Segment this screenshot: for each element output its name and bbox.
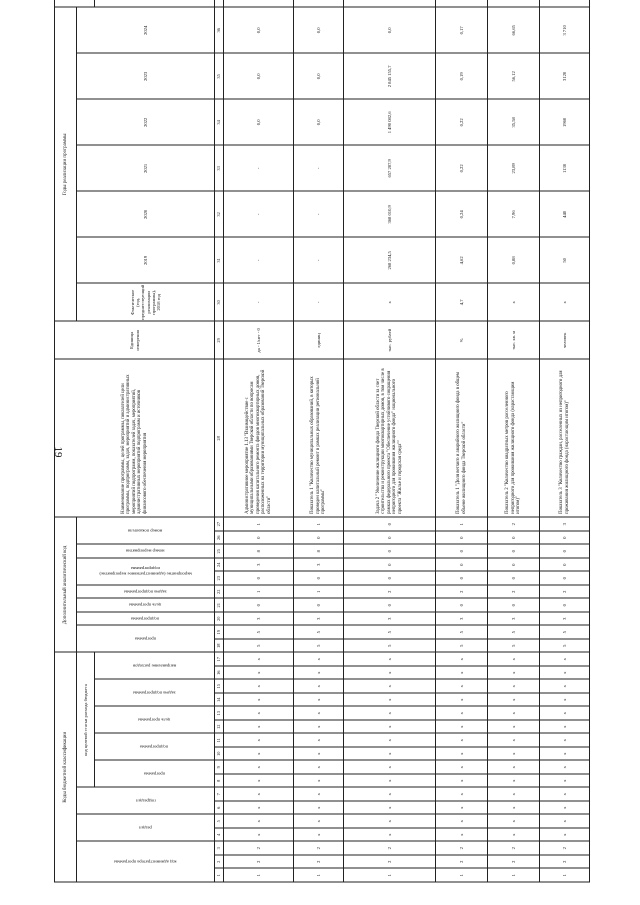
code-cell: 8 <box>224 545 294 559</box>
code-cell: 2 <box>488 517 540 531</box>
code-cell: x <box>294 734 344 748</box>
code-cell: 0 <box>540 531 590 545</box>
code-cell: 0 <box>436 599 488 613</box>
napravlenie-header: направление расходов <box>132 663 177 669</box>
code-cell: x <box>488 815 540 829</box>
row-unit: человек <box>540 321 590 359</box>
value-cell: - <box>294 191 344 237</box>
value-cell: 0,88 <box>488 237 540 283</box>
code-cell: x <box>488 801 540 815</box>
value-cell: 0,0 <box>224 99 294 145</box>
value-cell: x <box>344 283 436 321</box>
code-cell: x <box>540 720 590 734</box>
cel-podprog-header: цель программы <box>138 717 171 723</box>
row-name: Административное мероприятие 1.13 "Взаимодействие с муниципальными образованиями Тверской области по вопросам проведения капитального ремонта фондов многоквартирных домов, расположенных на территории муниципальных образований Тверской области" <box>224 359 294 517</box>
year-2019: 2019 <box>77 237 215 283</box>
code-cell: x <box>540 680 590 694</box>
codes-title: Коды бюджетной классификации <box>55 653 77 883</box>
code-cell: 2 <box>344 585 436 599</box>
column-number: 3 <box>215 842 224 856</box>
year-2023: 2023 <box>77 53 215 99</box>
code-cell: x <box>224 788 294 802</box>
code-cell: 1 <box>224 585 294 599</box>
razdel-header: раздел <box>139 825 152 831</box>
value-cell: 35,58 <box>488 99 540 145</box>
zadacha-podprog-header: задача подпрограммы <box>133 690 176 696</box>
code-cell: x <box>344 707 436 721</box>
code-cell: 1 <box>488 869 540 883</box>
code-cell: x <box>436 747 488 761</box>
column-number: 24 <box>215 558 224 572</box>
year-2020: 2020 <box>77 191 215 237</box>
code-cell: x <box>488 828 540 842</box>
column-number: 17 <box>215 653 224 667</box>
code-cell: x <box>224 774 294 788</box>
code-cell: 0 <box>294 531 344 545</box>
code-cell: 1 <box>294 869 344 883</box>
column-number: 7 <box>215 788 224 802</box>
code-cell: x <box>436 693 488 707</box>
dop-col-programma: программа <box>134 636 157 642</box>
code-cell: x <box>224 815 294 829</box>
code-cell: x <box>344 666 436 680</box>
value-cell <box>344 0 436 7</box>
value-cell: 0,24 <box>436 191 488 237</box>
code-cell: x <box>344 828 436 842</box>
column-number: 31 <box>215 237 224 283</box>
code-cell: x <box>344 680 436 694</box>
code-cell: 0 <box>294 599 344 613</box>
code-cell: x <box>488 774 540 788</box>
year-2024: 2024 <box>77 7 215 53</box>
column-number: 20 <box>215 612 224 626</box>
code-cell: x <box>488 680 540 694</box>
code-cell: 5 <box>224 639 294 653</box>
code-cell: 0 <box>488 545 540 559</box>
row-unit: да - 1/нет - 0 <box>224 321 294 359</box>
code-cell: x <box>294 801 344 815</box>
code-cell: x <box>540 693 590 707</box>
programma-header: программа <box>143 771 166 777</box>
code-cell: x <box>344 693 436 707</box>
value-cell: - <box>224 283 294 321</box>
code-cell: 5 <box>344 626 436 640</box>
row-unit: тыс. кв. м <box>488 321 540 359</box>
value-cell: 66,65 <box>488 7 540 53</box>
code-cell: x <box>436 801 488 815</box>
code-cell: 1 <box>224 869 294 883</box>
code-cell: x <box>436 734 488 748</box>
code-cell: x <box>294 788 344 802</box>
code-cell: 1 <box>224 517 294 531</box>
code-cell: x <box>294 761 344 775</box>
code-cell: x <box>294 747 344 761</box>
code-cell: 1 <box>294 517 344 531</box>
row-name: Показатель 1 "Доля ветхого и аварийного жилищного фонда в общем объеме жилищного фонда Тверской области" <box>436 359 488 517</box>
code-cell: 0 <box>224 599 294 613</box>
column-number: 30 <box>215 283 224 321</box>
column-number: 25 <box>215 545 224 559</box>
code-cell: 5 <box>488 639 540 653</box>
code-cell: 2 <box>488 585 540 599</box>
code-cell: x <box>488 734 540 748</box>
table-row <box>540 0 590 882</box>
code-cell: x <box>294 680 344 694</box>
column-number: 13 <box>215 707 224 721</box>
column-number: 1 <box>215 869 224 883</box>
code-cell: 0 <box>224 572 294 586</box>
fact-header: Фактическое (год, предшествующий реализации программы), 2018 год <box>77 283 215 321</box>
code-cell: x <box>224 666 294 680</box>
code-cell: x <box>540 734 590 748</box>
row-name: Показатель 2 "Количество квадратных метров расселенного непригодного для проживания жилищного фонда (нарастающим итогом)" <box>488 359 540 517</box>
dop-col-cel: цель программы <box>129 602 162 608</box>
value-cell: 0,19 <box>436 53 488 99</box>
dop-col-meropriyatie: мероприятие (административное мероприятие) подпрограммы <box>99 566 192 577</box>
column-number: 29 <box>215 321 224 359</box>
column-number: 35 <box>215 53 224 99</box>
code-cell: x <box>344 774 436 788</box>
name-column-header: Наименование программы, целей программы, показателей цели программы, подпрограмм, задач, мероприятий и административных мероприятий подпрограмм, показателей задач, мероприятий, административных мероприятий подпрограмм и источников финансового обеспечения мероприятия <box>55 359 215 517</box>
dop-col-podprogramma: подпрограмма <box>131 616 160 622</box>
admin-code-header: код администратора программы <box>114 859 177 865</box>
code-cell: 0 <box>540 599 590 613</box>
value-cell: x <box>488 283 540 321</box>
code-cell: x <box>540 761 590 775</box>
value-cell: 1 490 082,6 <box>344 99 436 145</box>
code-cell: x <box>488 720 540 734</box>
code-cell: 2 <box>294 842 344 856</box>
podrazdel-header: подраздел <box>135 798 156 804</box>
value-cell: - <box>224 191 294 237</box>
code-cell: 5 <box>224 626 294 640</box>
column-number: 34 <box>215 99 224 145</box>
dop-col-zadacha: задача подпрограммы <box>124 589 167 595</box>
value-cell: 0,0 <box>224 53 294 99</box>
value-cell: 1960 <box>540 99 590 145</box>
code-cell: x <box>294 707 344 721</box>
code-cell: 3 <box>294 612 344 626</box>
code-cell: 2 <box>344 855 436 869</box>
code-cell: 3 <box>344 612 436 626</box>
code-cell: 1 <box>294 585 344 599</box>
code-cell: 5 <box>344 639 436 653</box>
value-cell: - <box>224 145 294 191</box>
row-name: Показатель 3 "Количество граждан, расселенных из непригодного для проживания жилищного фонда (нарастающим итогом)" <box>540 359 590 517</box>
code-cell: x <box>344 747 436 761</box>
value-cell: 3120 <box>540 53 590 99</box>
value-cell: 0,0 <box>294 99 344 145</box>
column-number: 2 <box>215 855 224 869</box>
row-unit: единиц <box>294 321 344 359</box>
column-number: 23 <box>215 572 224 586</box>
column-number: 22 <box>215 585 224 599</box>
value-cell: 23,89 <box>488 145 540 191</box>
value-cell <box>436 0 488 7</box>
code-cell: 5 <box>540 626 590 640</box>
value-cell: 268 234,5 <box>344 237 436 283</box>
column-number: 27 <box>215 517 224 531</box>
code-cell: 2 <box>540 855 590 869</box>
code-cell: 0 <box>344 531 436 545</box>
target-value-header <box>95 0 215 7</box>
table-row <box>294 0 344 882</box>
target-title <box>55 0 95 7</box>
value-cell <box>540 0 590 7</box>
column-number: 21 <box>215 599 224 613</box>
code-cell: 0 <box>540 545 590 559</box>
column-number: 26 <box>215 531 224 545</box>
code-cell: x <box>224 707 294 721</box>
value-cell: 1130 <box>540 145 590 191</box>
value-cell: 56,12 <box>488 53 540 99</box>
code-cell: x <box>488 653 540 667</box>
code-cell: 0 <box>436 545 488 559</box>
column-number: 11 <box>215 734 224 748</box>
column-number: 12 <box>215 720 224 734</box>
value-cell: - <box>294 283 344 321</box>
value-cell: x <box>540 283 590 321</box>
rotated-table-wrapper <box>54 25 586 883</box>
code-cell: 5 <box>294 626 344 640</box>
value-cell <box>294 0 344 7</box>
code-cell: x <box>540 653 590 667</box>
column-number: 16 <box>215 666 224 680</box>
column-number: 33 <box>215 145 224 191</box>
column-number: 18 <box>215 639 224 653</box>
value-cell: 0,22 <box>436 99 488 145</box>
value-cell: 50 <box>540 237 590 283</box>
program-table <box>54 0 590 883</box>
code-cell: 0 <box>436 572 488 586</box>
code-cell: 3 <box>540 517 590 531</box>
code-cell: x <box>344 815 436 829</box>
code-cell: x <box>294 653 344 667</box>
value-cell: 440 <box>540 191 590 237</box>
row-name: Задача 2 "Увеличение жилищного фонда Тверской области за счет строительства и реконструкции многоквартирных домов, в том числе в рамках федерального проекта "Обеспечение устойчивого сокращения непригодного для проживания жилищного фонда" национального проекта "Жилье и городская среда"" <box>344 359 436 517</box>
code-cell: x <box>436 828 488 842</box>
code-cell: 0 <box>344 572 436 586</box>
column-number: 32 <box>215 191 224 237</box>
year-2021: 2021 <box>77 145 215 191</box>
code-cell: 2 <box>540 842 590 856</box>
code-cell: 0 <box>436 531 488 545</box>
code-cell: 2 <box>224 855 294 869</box>
code-cell: x <box>540 801 590 815</box>
code-cell: 2 <box>436 855 488 869</box>
value-cell: 0,0 <box>294 53 344 99</box>
code-cell: x <box>224 761 294 775</box>
code-cell: 0 <box>488 599 540 613</box>
code-cell: 0 <box>436 558 488 572</box>
column-number: 6 <box>215 801 224 815</box>
code-cell: 5 <box>488 626 540 640</box>
column-number: 9 <box>215 761 224 775</box>
code-cell: 0 <box>488 531 540 545</box>
code-cell: 5 <box>436 626 488 640</box>
code-cell: x <box>436 666 488 680</box>
code-cell: 2 <box>344 842 436 856</box>
code-cell: 2 <box>294 855 344 869</box>
value-cell: 0,0 <box>224 7 294 53</box>
value-cell: 4,7 <box>436 283 488 321</box>
code-cell: x <box>488 761 540 775</box>
value-cell: 4,62 <box>436 237 488 283</box>
code-cell: 0 <box>488 572 540 586</box>
dop-col-nomer-meropr: номер мероприятия <box>126 548 165 554</box>
row-unit: тыс. рублей <box>344 321 436 359</box>
code-cell: x <box>488 666 540 680</box>
code-cell: x <box>488 788 540 802</box>
unit-header: Единица измерения <box>55 321 215 359</box>
table-row <box>344 0 436 882</box>
code-cell: x <box>488 693 540 707</box>
code-cell: 1 <box>540 869 590 883</box>
row-unit: % <box>436 321 488 359</box>
value-cell: 657 287,9 <box>344 145 436 191</box>
code-cell: 0 <box>488 558 540 572</box>
code-cell: 2 <box>436 585 488 599</box>
code-cell: x <box>436 680 488 694</box>
value-cell: - <box>294 145 344 191</box>
value-cell <box>488 0 540 7</box>
column-number: 19 <box>215 626 224 640</box>
code-cell: x <box>436 761 488 775</box>
code-cell: x <box>294 693 344 707</box>
podprogramma-header: подпрограмма <box>140 744 169 750</box>
code-cell: 3 <box>224 558 294 572</box>
code-cell: x <box>224 653 294 667</box>
code-cell: x <box>294 828 344 842</box>
code-cell: x <box>540 747 590 761</box>
column-number: 15 <box>215 680 224 694</box>
code-cell: 0 <box>294 572 344 586</box>
dop-title: Дополнительный аналитический код <box>55 517 77 652</box>
dop-col-nomer-pokaz: номер показателя <box>128 528 163 534</box>
code-cell: 3 <box>294 558 344 572</box>
code-cell: x <box>436 720 488 734</box>
code-cell: x <box>344 653 436 667</box>
code-cell: x <box>224 720 294 734</box>
column-number <box>215 0 224 7</box>
code-cell: 1 <box>436 517 488 531</box>
code-cell: 3 <box>488 612 540 626</box>
value-cell: 0,0 <box>344 7 436 53</box>
code-cell: 2 <box>224 842 294 856</box>
value-cell: 368 010,9 <box>344 191 436 237</box>
code-cell: 2 <box>436 842 488 856</box>
code-cell: 8 <box>294 545 344 559</box>
code-cell: x <box>540 707 590 721</box>
years-title: Годы реализации программы <box>55 7 77 321</box>
year-2022: 2022 <box>77 99 215 145</box>
code-cell: 5 <box>540 639 590 653</box>
value-cell <box>224 0 294 7</box>
code-cell: x <box>540 815 590 829</box>
code-cell: 5 <box>294 639 344 653</box>
code-cell: x <box>488 747 540 761</box>
code-cell: 3 <box>436 612 488 626</box>
code-cell: x <box>294 720 344 734</box>
code-cell: x <box>224 828 294 842</box>
column-number: 14 <box>215 693 224 707</box>
code-cell: x <box>344 761 436 775</box>
code-cell: x <box>436 774 488 788</box>
code-cell: 1 <box>344 869 436 883</box>
code-cell: 0 <box>344 558 436 572</box>
code-cell: x <box>344 801 436 815</box>
code-cell: 1 <box>436 869 488 883</box>
value-cell: 0,22 <box>436 145 488 191</box>
cel-stat-header: код целевой статьи расхода бюджета <box>77 653 95 788</box>
value-cell: 2 845 155,7 <box>344 53 436 99</box>
code-cell: x <box>224 680 294 694</box>
code-cell: 2 <box>488 842 540 856</box>
code-cell: 0 <box>344 599 436 613</box>
code-cell: 0 <box>540 572 590 586</box>
code-cell: x <box>294 815 344 829</box>
column-number: 5 <box>215 815 224 829</box>
code-cell: x <box>294 774 344 788</box>
code-cell: 3 <box>540 612 590 626</box>
column-number: 4 <box>215 828 224 842</box>
value-cell: 3 710 <box>540 7 590 53</box>
value-cell: - <box>224 237 294 283</box>
table-row <box>224 0 294 882</box>
column-number: 8 <box>215 774 224 788</box>
code-cell: 2 <box>540 585 590 599</box>
column-number: 28 <box>215 359 224 517</box>
code-cell: x <box>344 788 436 802</box>
table-row <box>488 0 540 882</box>
code-cell: 5 <box>436 639 488 653</box>
value-cell: 0,0 <box>294 7 344 53</box>
code-cell: x <box>436 653 488 667</box>
code-cell: 2 <box>488 855 540 869</box>
code-cell: x <box>436 788 488 802</box>
page-number: 19 <box>52 446 64 458</box>
code-cell: x <box>224 801 294 815</box>
code-cell: x <box>344 720 436 734</box>
column-number: 10 <box>215 747 224 761</box>
code-cell: x <box>224 747 294 761</box>
code-cell: 0 <box>344 545 436 559</box>
row-name: Показатель 1 "Количество муниципальных образований, в которых проведен капитальный ремонт в рамках реализации региональной программы" <box>294 359 344 517</box>
code-cell: 3 <box>224 612 294 626</box>
code-cell: x <box>294 666 344 680</box>
column-number: 36 <box>215 7 224 53</box>
code-cell: x <box>436 815 488 829</box>
value-cell: 7,96 <box>488 191 540 237</box>
value-cell: - <box>294 237 344 283</box>
value-cell: 0,17 <box>436 7 488 53</box>
code-cell: 0 <box>540 558 590 572</box>
code-cell: 0 <box>224 531 294 545</box>
code-cell: x <box>488 707 540 721</box>
table-row <box>436 0 488 882</box>
code-cell: x <box>224 734 294 748</box>
code-cell: x <box>436 707 488 721</box>
code-cell: 0 <box>344 517 436 531</box>
code-cell: x <box>540 774 590 788</box>
code-cell: x <box>224 693 294 707</box>
code-cell: x <box>540 828 590 842</box>
code-cell: x <box>540 788 590 802</box>
code-cell: x <box>540 666 590 680</box>
code-cell: x <box>344 734 436 748</box>
